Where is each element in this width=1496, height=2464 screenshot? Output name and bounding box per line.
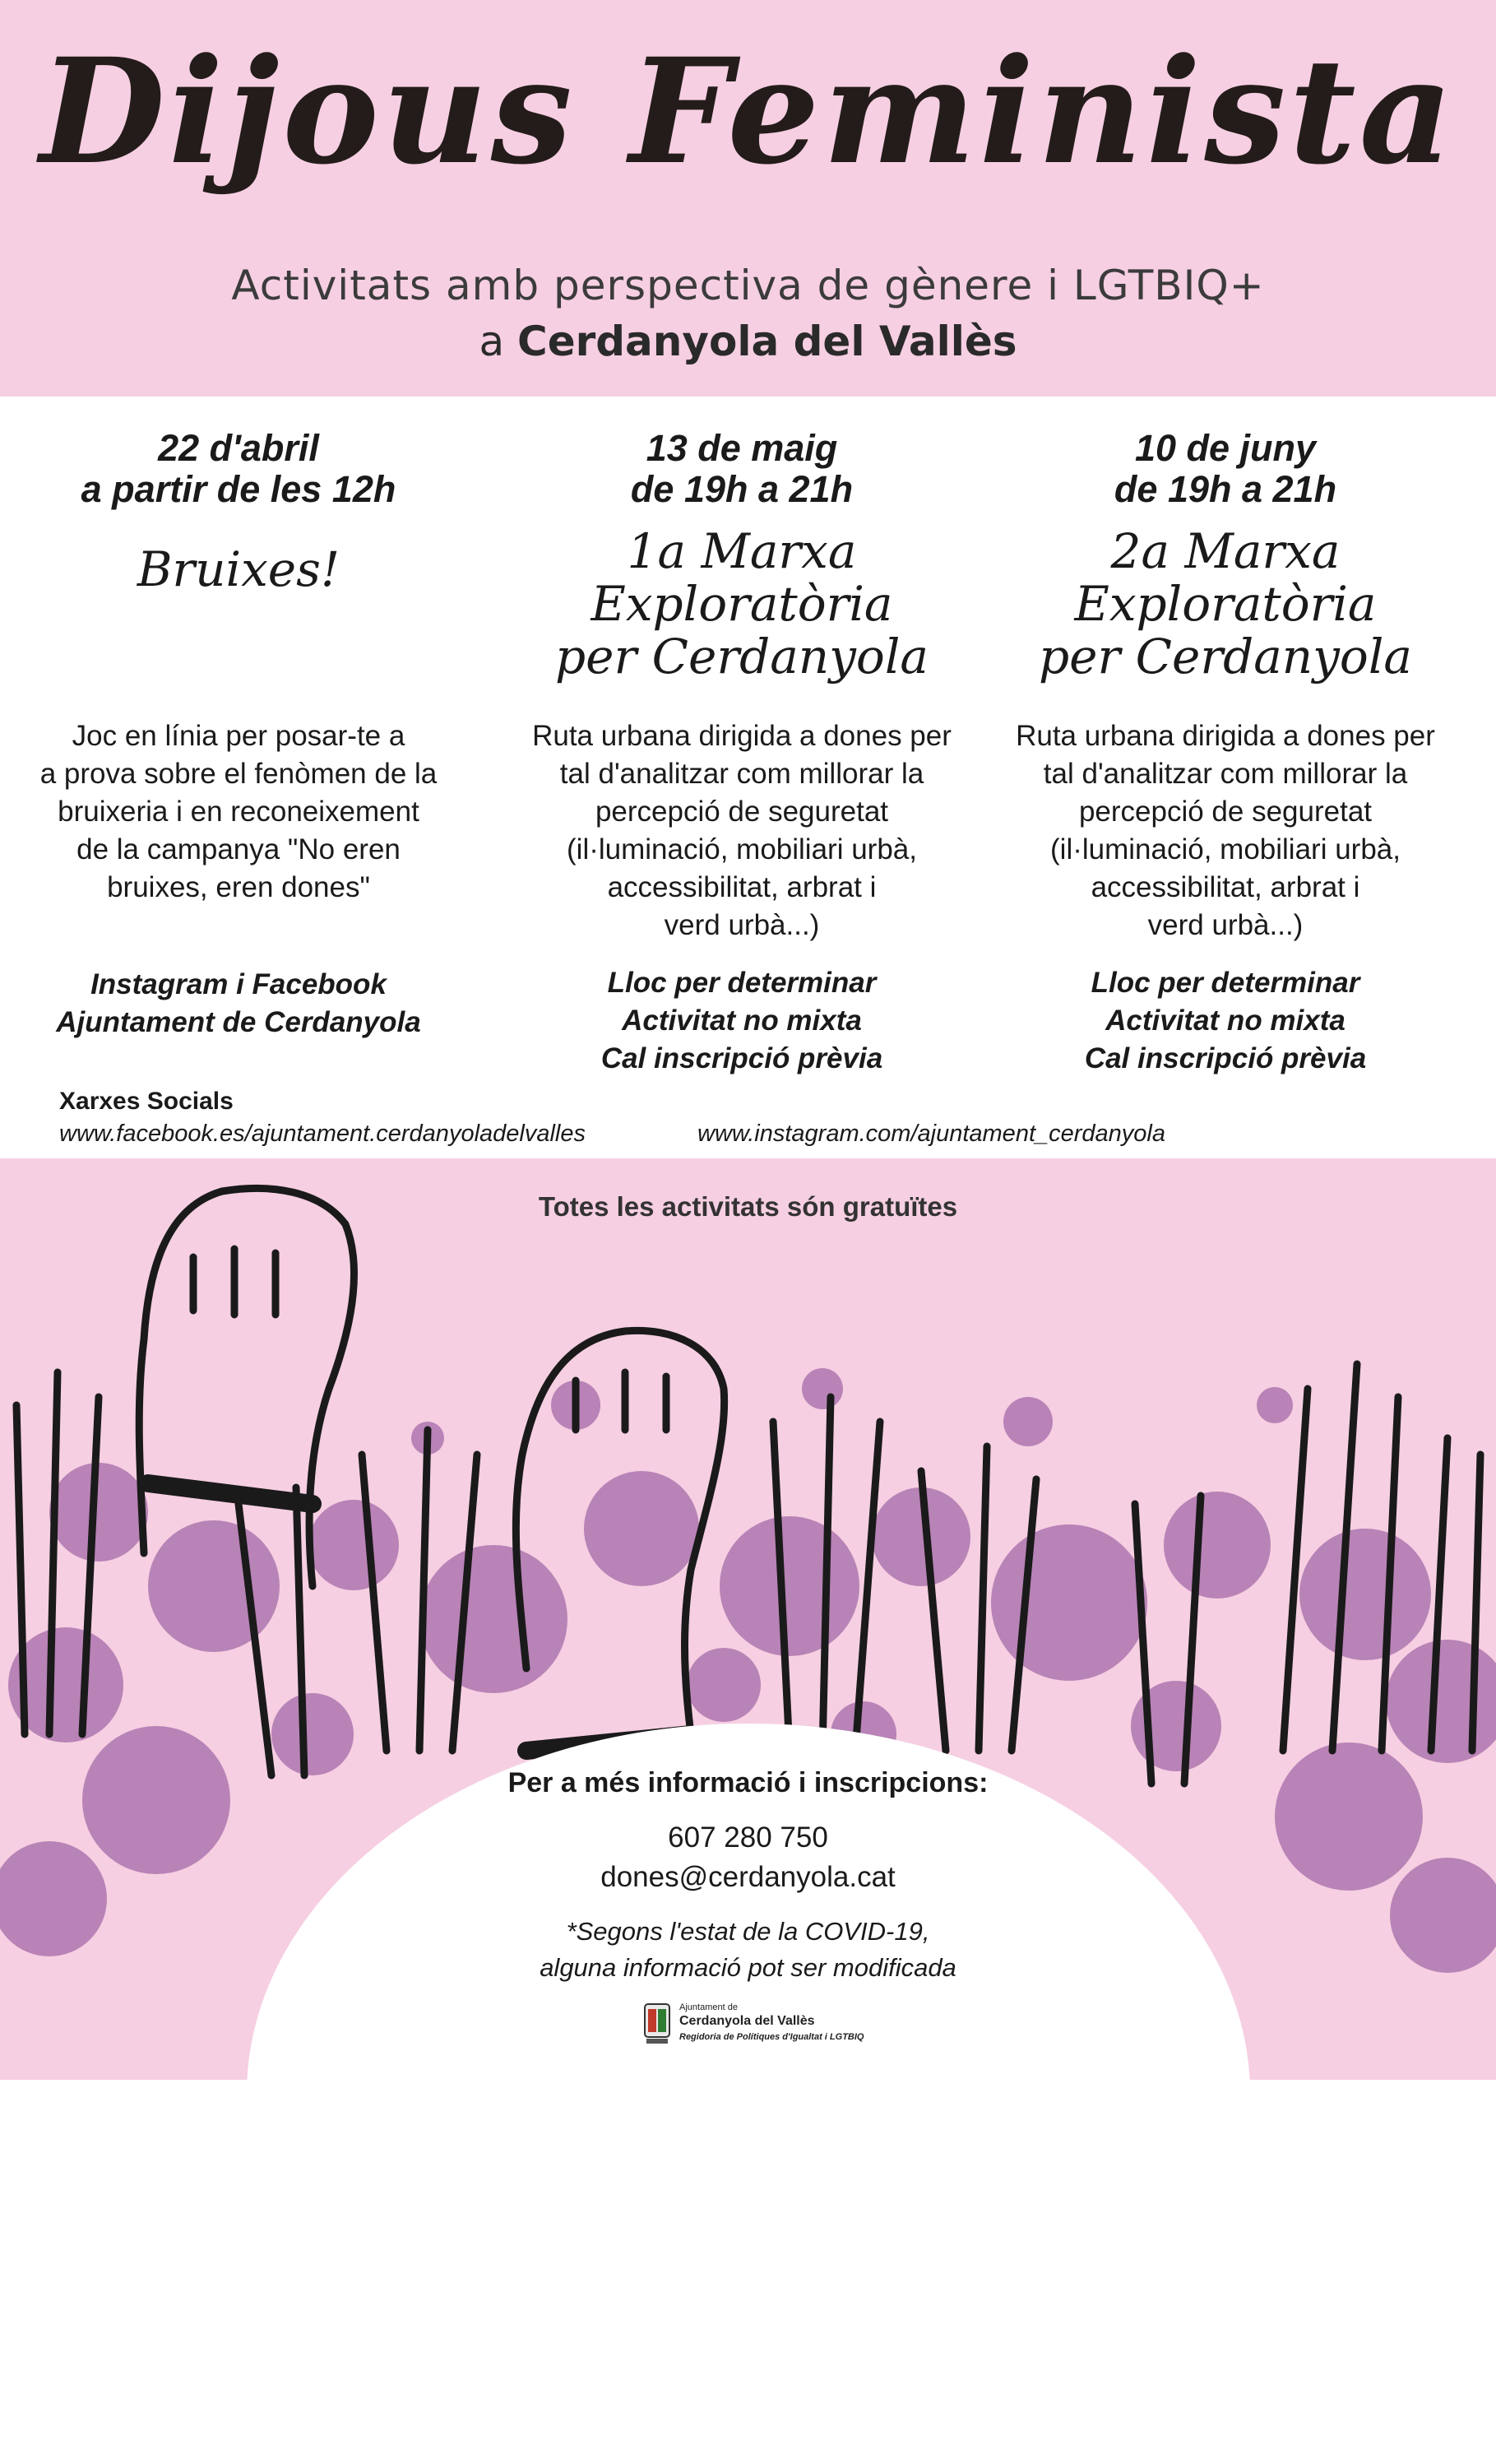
footer-line: Lloc per determinar: [1091, 967, 1360, 999]
description-line: accessibilitat, arbrat i: [607, 871, 877, 903]
city-seal-icon: [641, 1999, 673, 2049]
description-line: (il·luminació, mobiliari urbà,: [567, 833, 917, 865]
event-description: [8, 717, 469, 907]
event-date: 22 d'abril: [158, 427, 319, 469]
footer-line: Lloc per determinar: [607, 967, 877, 999]
title-line: Exploratòria: [1074, 576, 1377, 632]
instagram-link[interactable]: www.instagram.com/ajuntament_cerdanyola: [697, 1121, 1165, 1147]
description-line: tal d'analitzar com millorar la: [559, 758, 924, 790]
event-column-2: [512, 427, 972, 1074]
description-line: Joc en línia per posar-te a: [72, 720, 405, 752]
description-line: Ruta urbana dirigida a dones per: [532, 720, 952, 752]
description-line: a prova sobre el fenòmen de la: [39, 758, 438, 790]
description-line: accessibilitat, arbrat i: [1091, 871, 1360, 903]
org-line2: Cerdanyola del Vallès: [679, 2014, 815, 2028]
title-line: per Cerdanyola: [555, 629, 929, 684]
footer-line: Activitat no mixta: [622, 1005, 862, 1037]
event-description: [995, 717, 1456, 944]
event-footer: [512, 964, 972, 1078]
event-title: [995, 525, 1456, 683]
title-line: 1a Marxa: [627, 523, 857, 579]
location-prefix: a: [479, 318, 505, 365]
event-time: a partir de les 12h: [81, 468, 396, 510]
poster-subtitle: Activitats amb perspectiva de gènere i LGTBIQ+: [231, 262, 1265, 309]
info-heading: Per a més informació i inscripcions:: [507, 1767, 989, 1798]
facebook-link[interactable]: www.facebook.es/ajuntament.cerdanyoladelvalles: [59, 1121, 586, 1147]
description-line: percepció de seguretat: [1078, 796, 1373, 828]
event-date: 10 de juny: [1134, 427, 1317, 469]
description-line: bruixes, eren dones": [107, 871, 370, 903]
description-line: (il·luminació, mobiliari urbà,: [1050, 833, 1401, 865]
footer-line: Ajuntament de Cerdanyola: [56, 1006, 421, 1038]
location-name: Cerdanyola del Vallès: [517, 318, 1017, 365]
event-column-1: [8, 427, 469, 1038]
description-line: verd urbà...): [664, 909, 820, 941]
covid-note-line1: *Segons l'estat de la COVID-19,: [566, 1917, 930, 1946]
contact-phone[interactable]: 607 280 750: [668, 1821, 828, 1854]
event-time: de 19h a 21h: [1114, 468, 1337, 510]
event-title: Bruixes!: [137, 541, 340, 597]
event-time: de 19h a 21h: [630, 468, 854, 510]
description-line: verd urbà...): [1147, 909, 1304, 941]
description-line: tal d'analitzar com millorar la: [1043, 758, 1408, 790]
contact-email[interactable]: dones@cerdanyola.cat: [600, 1861, 896, 1893]
title-line: Exploratòria: [591, 576, 893, 632]
event-date: 13 de maig: [646, 427, 838, 469]
social-title: Xarxes Socials: [59, 1088, 234, 1115]
org-line1: Ajuntament de: [679, 2002, 738, 2012]
footer-line: Cal inscripció prèvia: [1084, 1042, 1367, 1074]
title-line: 2a Marxa: [1110, 523, 1341, 579]
event-footer: [8, 966, 469, 1042]
description-line: Ruta urbana dirigida a dones per: [1016, 720, 1435, 752]
event-column-3: [995, 427, 1456, 1074]
event-title: [512, 525, 972, 683]
event-footer: [995, 964, 1456, 1078]
description-line: de la campanya "No eren: [76, 833, 401, 865]
event-description: [512, 717, 972, 944]
title-line: per Cerdanyola: [1039, 629, 1412, 684]
footer-line: Cal inscripció prèvia: [600, 1042, 883, 1074]
footer-line: Activitat no mixta: [1105, 1005, 1345, 1037]
description-line: percepció de seguretat: [595, 796, 889, 828]
poster-location: [0, 318, 1496, 365]
org-line3: Regidoria de Polítiques d'Igualtat i LGTBIQ: [679, 2032, 864, 2042]
footer-line: Instagram i Facebook: [90, 968, 387, 1000]
covid-note-line2: alguna informació pot ser modificada: [540, 1953, 956, 1982]
poster-title: Dijous Feminista: [39, 26, 1457, 197]
free-activities-note: Totes les activitats són gratuïtes: [538, 1191, 958, 1222]
description-line: bruixeria i en reconeixement: [58, 796, 419, 828]
